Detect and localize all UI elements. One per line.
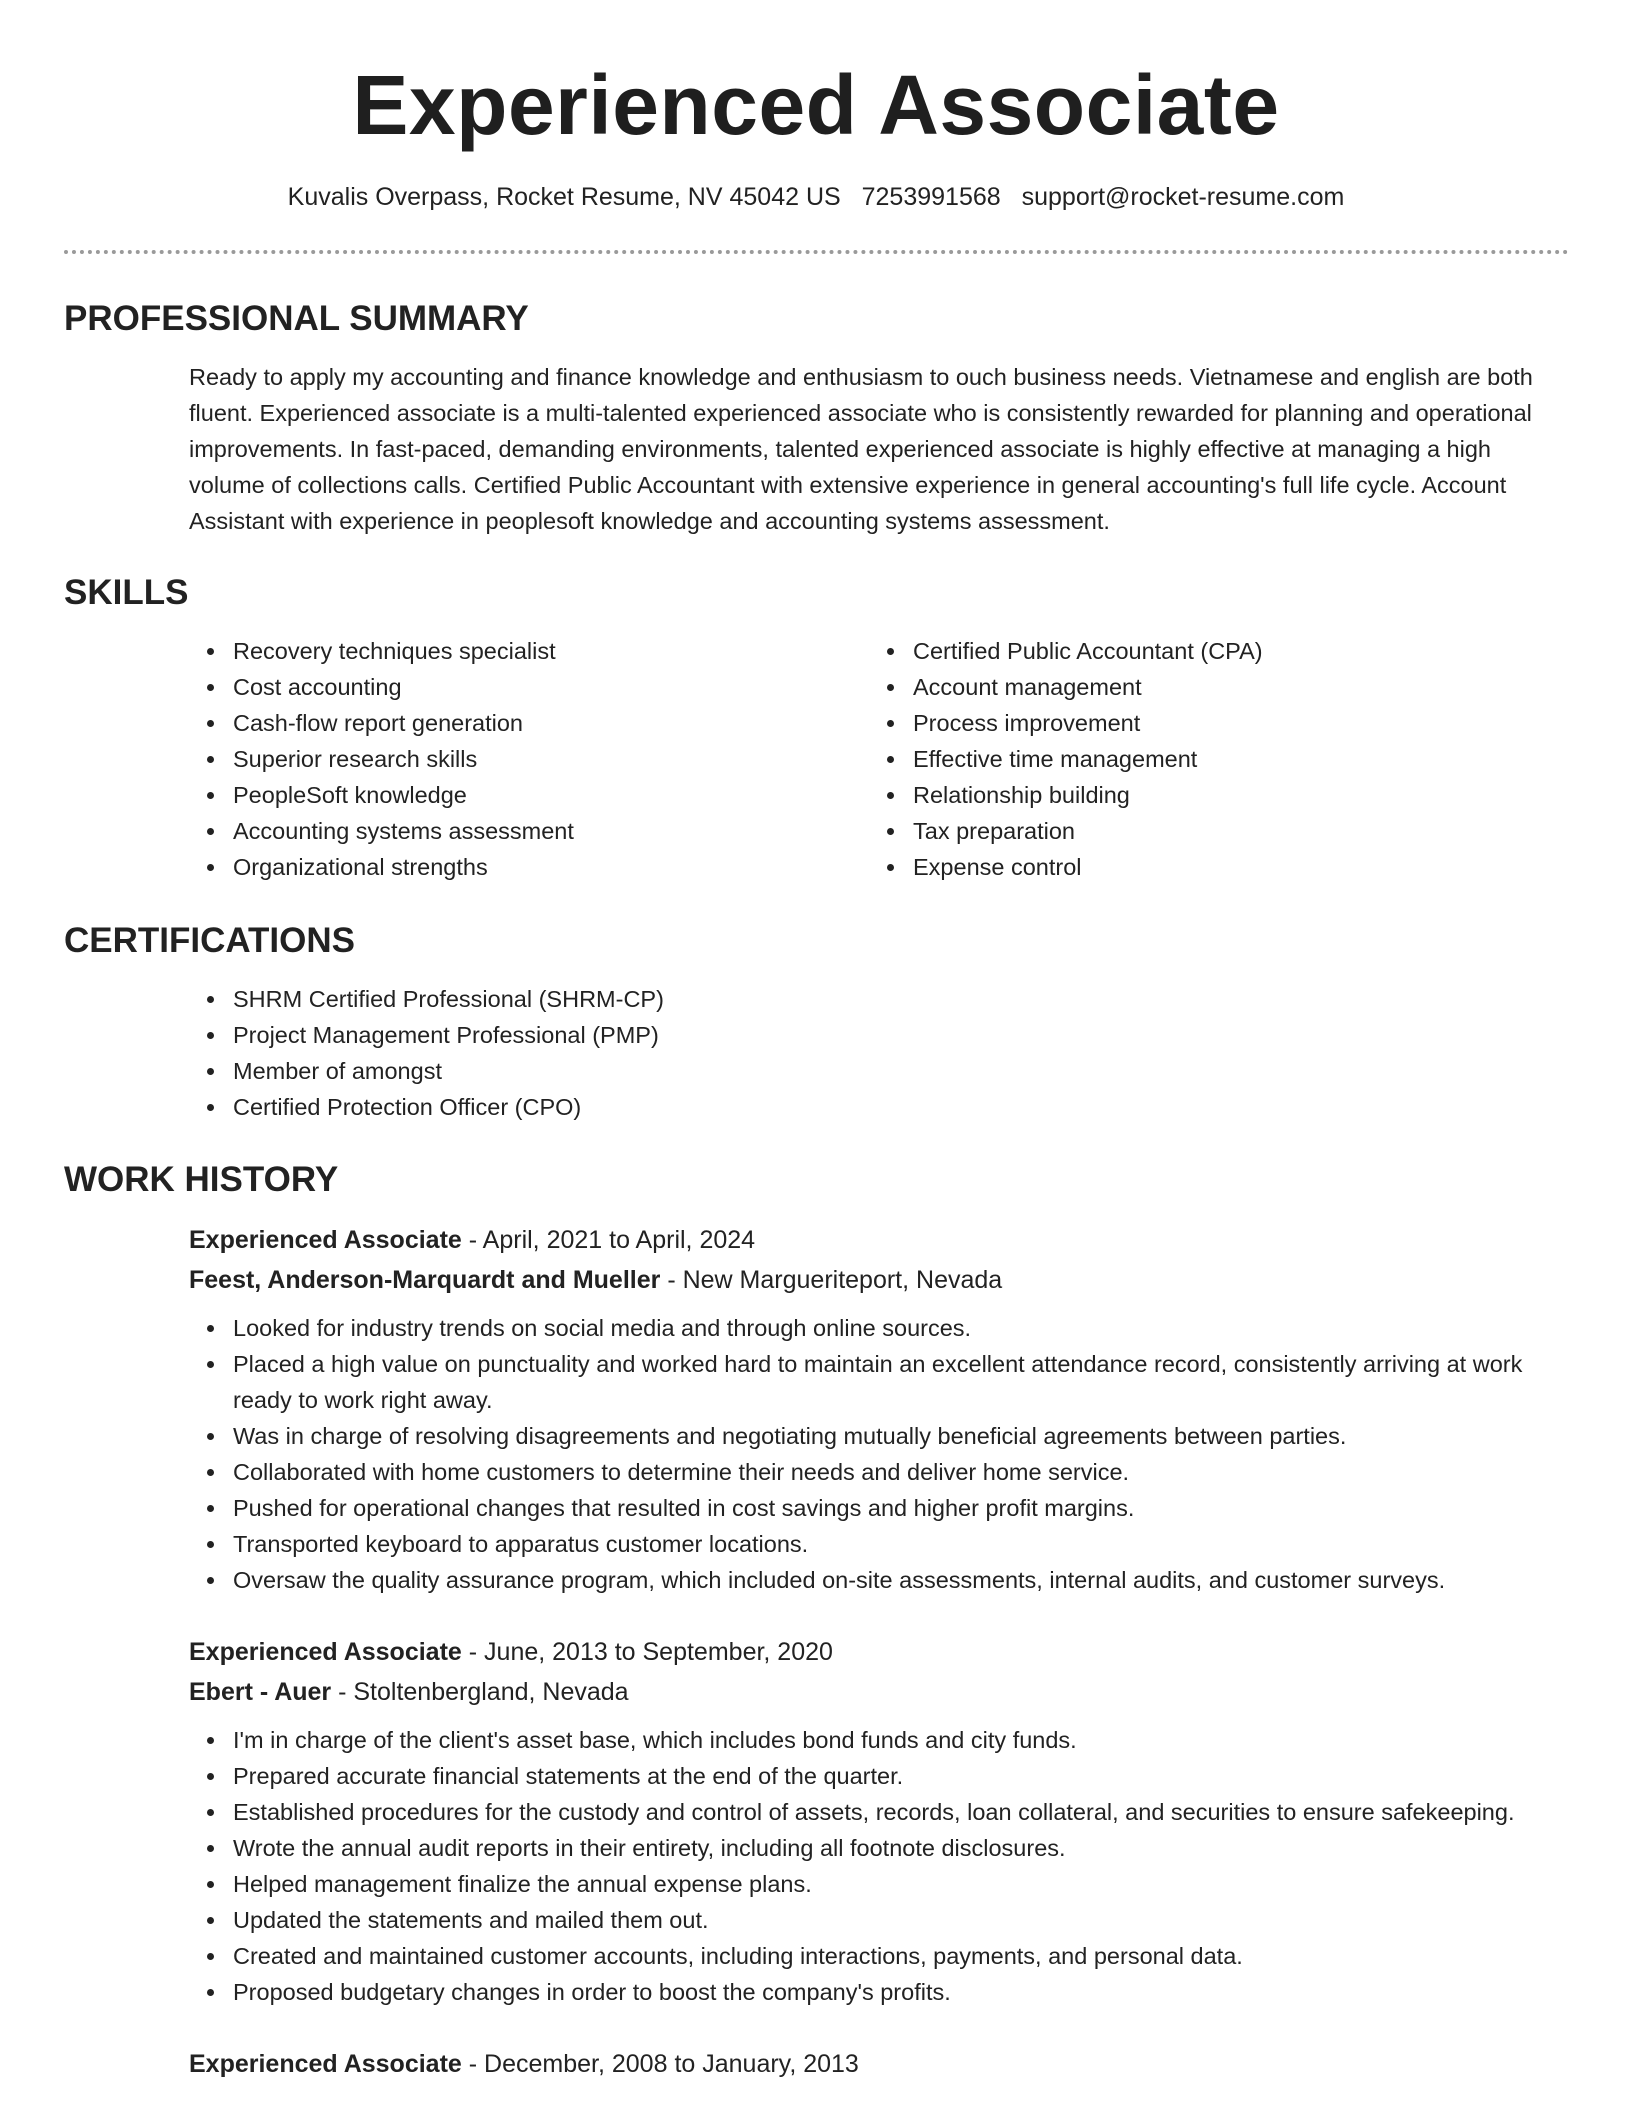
skill-item: Account management [913, 669, 1549, 705]
resume-header [0, 0, 1632, 213]
skill-item: Expense control [913, 849, 1549, 885]
job-bullet: Placed a high value on punctuality and worked hard to maintain an excellent attendance record, consistently arriving at work ready to work right away. [233, 1346, 1569, 1418]
job-role: Experienced Associate [189, 1638, 462, 1666]
job-entry [189, 2044, 1569, 2084]
job-entry [189, 1632, 1569, 2010]
contact-phone: 7253991568 [861, 183, 1001, 211]
skills-list-right [869, 633, 1549, 885]
job-title-line [189, 1220, 1569, 1260]
work-history-body [189, 1220, 1569, 2084]
job-bullet: Created and maintained customer accounts, including interactions, payments, and personal data. [233, 1938, 1569, 1974]
job-bullet: I'm in charge of the client's asset base, which includes bond funds and city funds. [233, 1722, 1569, 1758]
skill-item: Certified Public Accountant (CPA) [913, 633, 1549, 669]
skill-item: Effective time management [913, 741, 1549, 777]
job-location: - Stoltenbergland, Nevada [331, 1678, 629, 1706]
certifications-body [189, 981, 1569, 1125]
job-bullet: Oversaw the quality assurance program, which included on-site assessments, internal audits, and customer surveys. [233, 1562, 1569, 1598]
job-company-line [189, 1260, 1569, 1300]
job-bullets [189, 1722, 1569, 2010]
skills-section [64, 571, 1569, 885]
contact-address: Kuvalis Overpass, Rocket Resume, NV 45042 US [287, 183, 841, 211]
skills-column-left [189, 633, 869, 885]
job-bullet: Proposed budgetary changes in order to boost the company's profits. [233, 1974, 1569, 2010]
skills-list-left [189, 633, 869, 885]
certification-item: Certified Protection Officer (CPO) [233, 1089, 1569, 1125]
skill-item: Cash-flow report generation [233, 705, 869, 741]
job-location: - New Margueriteport, Nevada [660, 1266, 1003, 1294]
summary-section [64, 297, 1569, 539]
candidate-name: Experienced Associate [352, 58, 1280, 152]
job-bullet: Wrote the annual audit reports in their entirety, including all footnote disclosures. [233, 1830, 1569, 1866]
contact-email: support@rocket-resume.com [1021, 183, 1345, 211]
job-bullet: Established procedures for the custody and control of assets, records, loan collateral, and securities to ensure safekeeping. [233, 1794, 1569, 1830]
header-divider [64, 250, 1569, 254]
job-bullet: Prepared accurate financial statements at the end of the quarter. [233, 1758, 1569, 1794]
job-bullet: Was in charge of resolving disagreements and negotiating mutually beneficial agreements between parties. [233, 1418, 1569, 1454]
job-bullet: Collaborated with home customers to determine their needs and deliver home service. [233, 1454, 1569, 1490]
skills-column-right [869, 633, 1549, 885]
certifications-list [189, 981, 1569, 1125]
job-bullet: Updated the statements and mailed them out. [233, 1902, 1569, 1938]
skill-item: PeopleSoft knowledge [233, 777, 869, 813]
certifications-section [64, 919, 1569, 1125]
skill-item: Relationship building [913, 777, 1549, 813]
job-role: Experienced Associate [189, 1226, 462, 1254]
job-bullet: Helped management finalize the annual expense plans. [233, 1866, 1569, 1902]
job-dates: - April, 2021 to April, 2024 [461, 1226, 756, 1254]
job-role: Experienced Associate [189, 2050, 462, 2078]
skill-item: Recovery techniques specialist [233, 633, 869, 669]
skill-item: Cost accounting [233, 669, 869, 705]
summary-title: PROFESSIONAL SUMMARY [64, 299, 529, 338]
skill-item: Superior research skills [233, 741, 869, 777]
skill-item: Organizational strengths [233, 849, 869, 885]
certifications-title: CERTIFICATIONS [64, 921, 356, 960]
job-company: Feest, Anderson-Marquardt and Mueller [189, 1266, 661, 1294]
skill-item: Accounting systems assessment [233, 813, 869, 849]
job-company: Ebert - Auer [189, 1678, 332, 1706]
job-bullet: Transported keyboard to apparatus customer locations. [233, 1526, 1569, 1562]
certification-item: SHRM Certified Professional (SHRM-CP) [233, 981, 1569, 1017]
job-dates: - June, 2013 to September, 2020 [461, 1638, 833, 1666]
job-bullet: Pushed for operational changes that resulted in cost savings and higher profit margins. [233, 1490, 1569, 1526]
skill-item: Tax preparation [913, 813, 1549, 849]
job-bullet: Looked for industry trends on social media and through online sources. [233, 1310, 1569, 1346]
skills-grid [189, 633, 1569, 885]
skills-title: SKILLS [64, 573, 189, 612]
job-title-line [189, 2044, 1569, 2084]
job-bullets [189, 1310, 1569, 1598]
job-company-line [189, 1672, 1569, 1712]
certification-item: Member of amongst [233, 1053, 1569, 1089]
job-entry [189, 1220, 1569, 1598]
work-history-section [64, 1158, 1569, 2084]
summary-text: Ready to apply my accounting and finance knowledge and enthusiasm to ouch business needs. Vietnamese and english are both fluent. Experienced associate is a multi-talented experienced associate who is consistently rewarded for planning and operational improvements. In fast-paced, demanding environments, talented experienced associate is highly effective at managing a high volume of collections calls. Certified Public Accountant with extensive experience in general accounting's full life cycle. Account Assistant with experience in peoplesoft knowledge and accounting systems assessment. [189, 364, 1533, 534]
certification-item: Project Management Professional (PMP) [233, 1017, 1569, 1053]
contact-line [0, 181, 1632, 213]
job-dates: - December, 2008 to January, 2013 [461, 2050, 859, 2078]
work-history-title: WORK HISTORY [64, 1160, 339, 1199]
job-title-line [189, 1632, 1569, 1672]
skill-item: Process improvement [913, 705, 1549, 741]
